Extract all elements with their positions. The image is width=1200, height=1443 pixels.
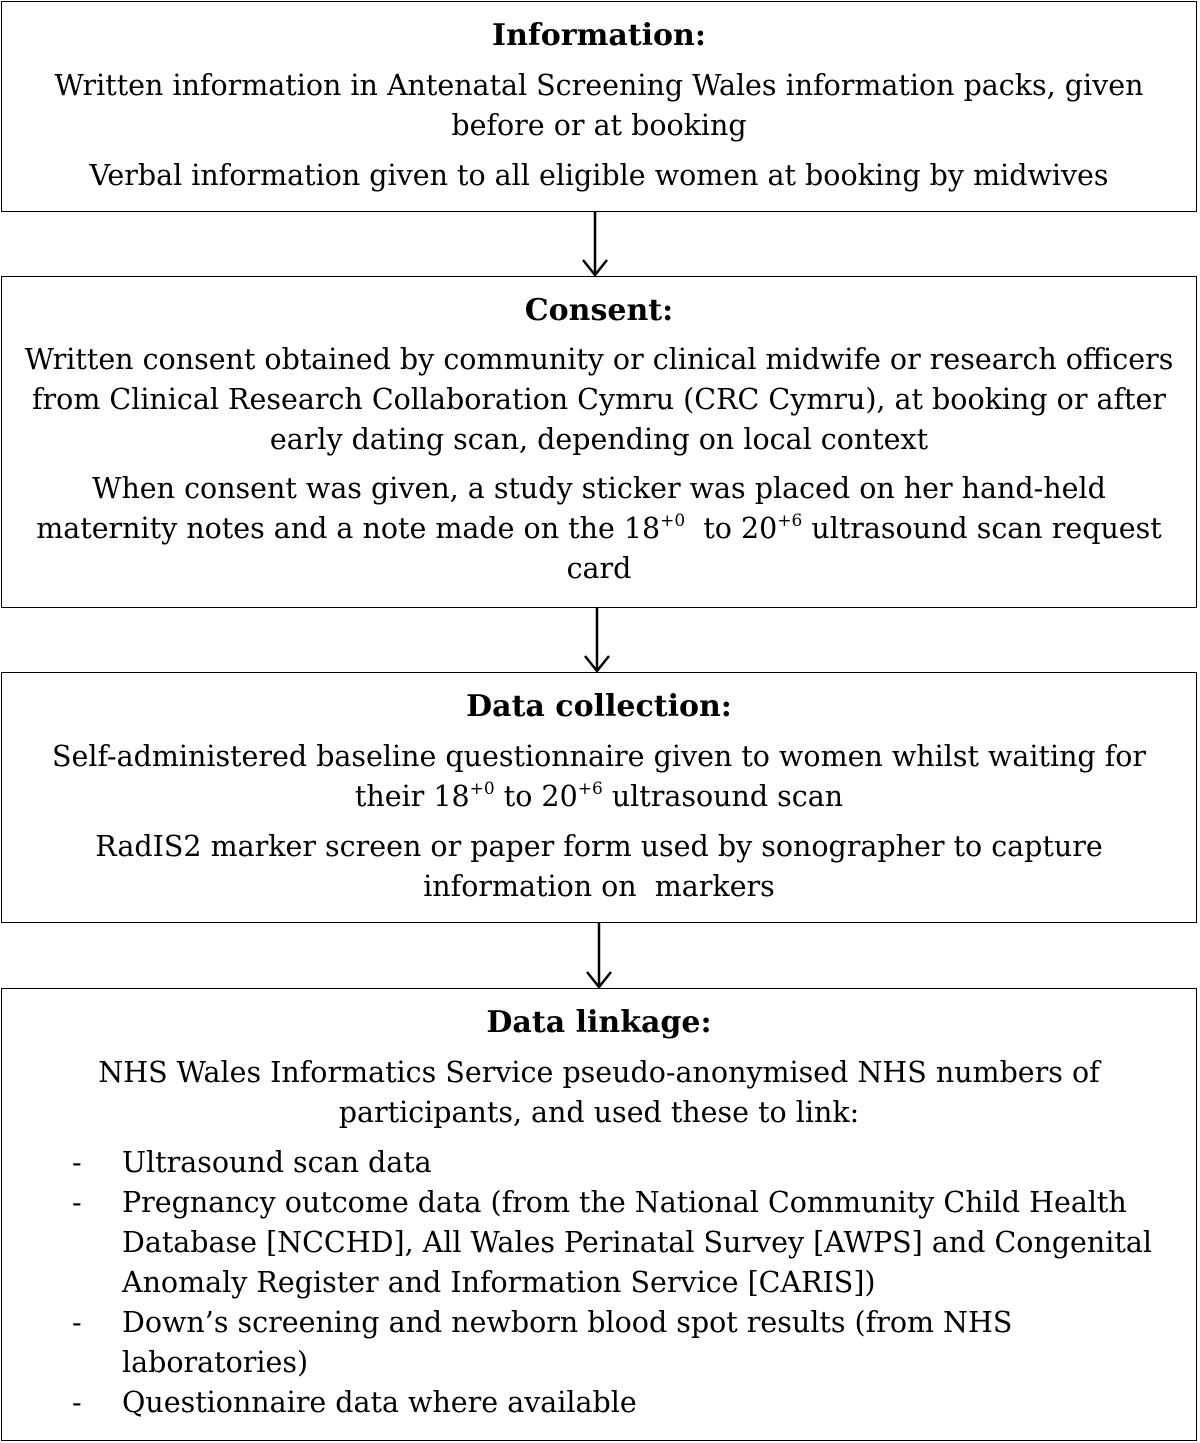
arrow-consent-to-data-collection [582,608,612,672]
arrow-data-collection-to-data-linkage [584,923,614,988]
consent-paragraph-written: Written consent obtained by community or clinical midwife or research officers from Clinical Research Collaboration Cymru (CRC Cymru), at booking or after early dating scan, depending on local context [24,343,1174,456]
data-collection-title: Data collection: [466,689,732,724]
data-collection-q-text-3: ultrasound scan [602,780,844,813]
bullet-dash: - [72,1386,82,1419]
data-collection-q-sup-2: +6 [577,778,603,799]
consent-sticker-sup-1: +0 [660,510,686,531]
consent-sticker-text-3: ultrasound scan request card [566,512,1162,585]
data-linkage-box [1,988,1197,1441]
consent-title: Consent: [524,293,674,328]
list-item-text: Pregnancy outcome data (from the National Community Child Health Database [NCCHD], All Wales Perinatal Survey [AWPS] and Congenital Anomaly Register and Information Service [CARIS]) [122,1186,1152,1299]
data-collection-q-sup-1: +0 [469,778,495,799]
data-linkage-title: Data linkage: [486,1005,712,1040]
list-item-text: Questionnaire data where available [122,1386,637,1419]
list-item-text: Ultrasound scan data [122,1146,432,1179]
arrow-information-to-consent [580,212,610,276]
consent-sticker-text-1: When consent was given, a study sticker was placed on her hand-held maternity notes and a note made on the 18 [36,472,1106,545]
consent-sticker-sup-2: +6 [777,510,803,531]
data-collection-q-text-1: Self-administered baseline questionnaire given to women whilst waiting for their 18 [51,740,1147,813]
information-paragraph-verbal: Verbal information given to all eligible women at booking by midwives [89,159,1109,192]
data-collection-box [1,672,1197,923]
list-item [2,1303,1196,1383]
data-linkage-list [2,1143,1196,1423]
list-item [2,1183,1196,1303]
list-item [2,1143,1196,1183]
information-paragraph-written: Written information in Antenatal Screening Wales information packs, given before or at booking [54,69,1144,142]
data-collection-paragraph-questionnaire [22,737,1176,817]
data-linkage-intro: NHS Wales Informatics Service pseudo-anonymised NHS numbers of participants, and used these to link: [98,1056,1100,1129]
information-title: Information: [492,18,706,53]
consent-box [1,276,1197,608]
bullet-dash: - [72,1306,82,1339]
consent-paragraph-sticker [22,469,1176,589]
bullet-dash: - [72,1186,82,1219]
list-item [2,1383,1196,1423]
information-box [1,1,1197,212]
consent-sticker-text-2: to 20 [685,512,778,545]
bullet-dash: - [72,1146,82,1179]
data-collection-paragraph-radis2: RadIS2 marker screen or paper form used by sonographer to capture information on markers [95,830,1112,903]
data-collection-q-text-2: to 20 [494,780,578,813]
list-item-text: Down’s screening and newborn blood spot results (from NHS laboratories) [122,1306,1013,1379]
